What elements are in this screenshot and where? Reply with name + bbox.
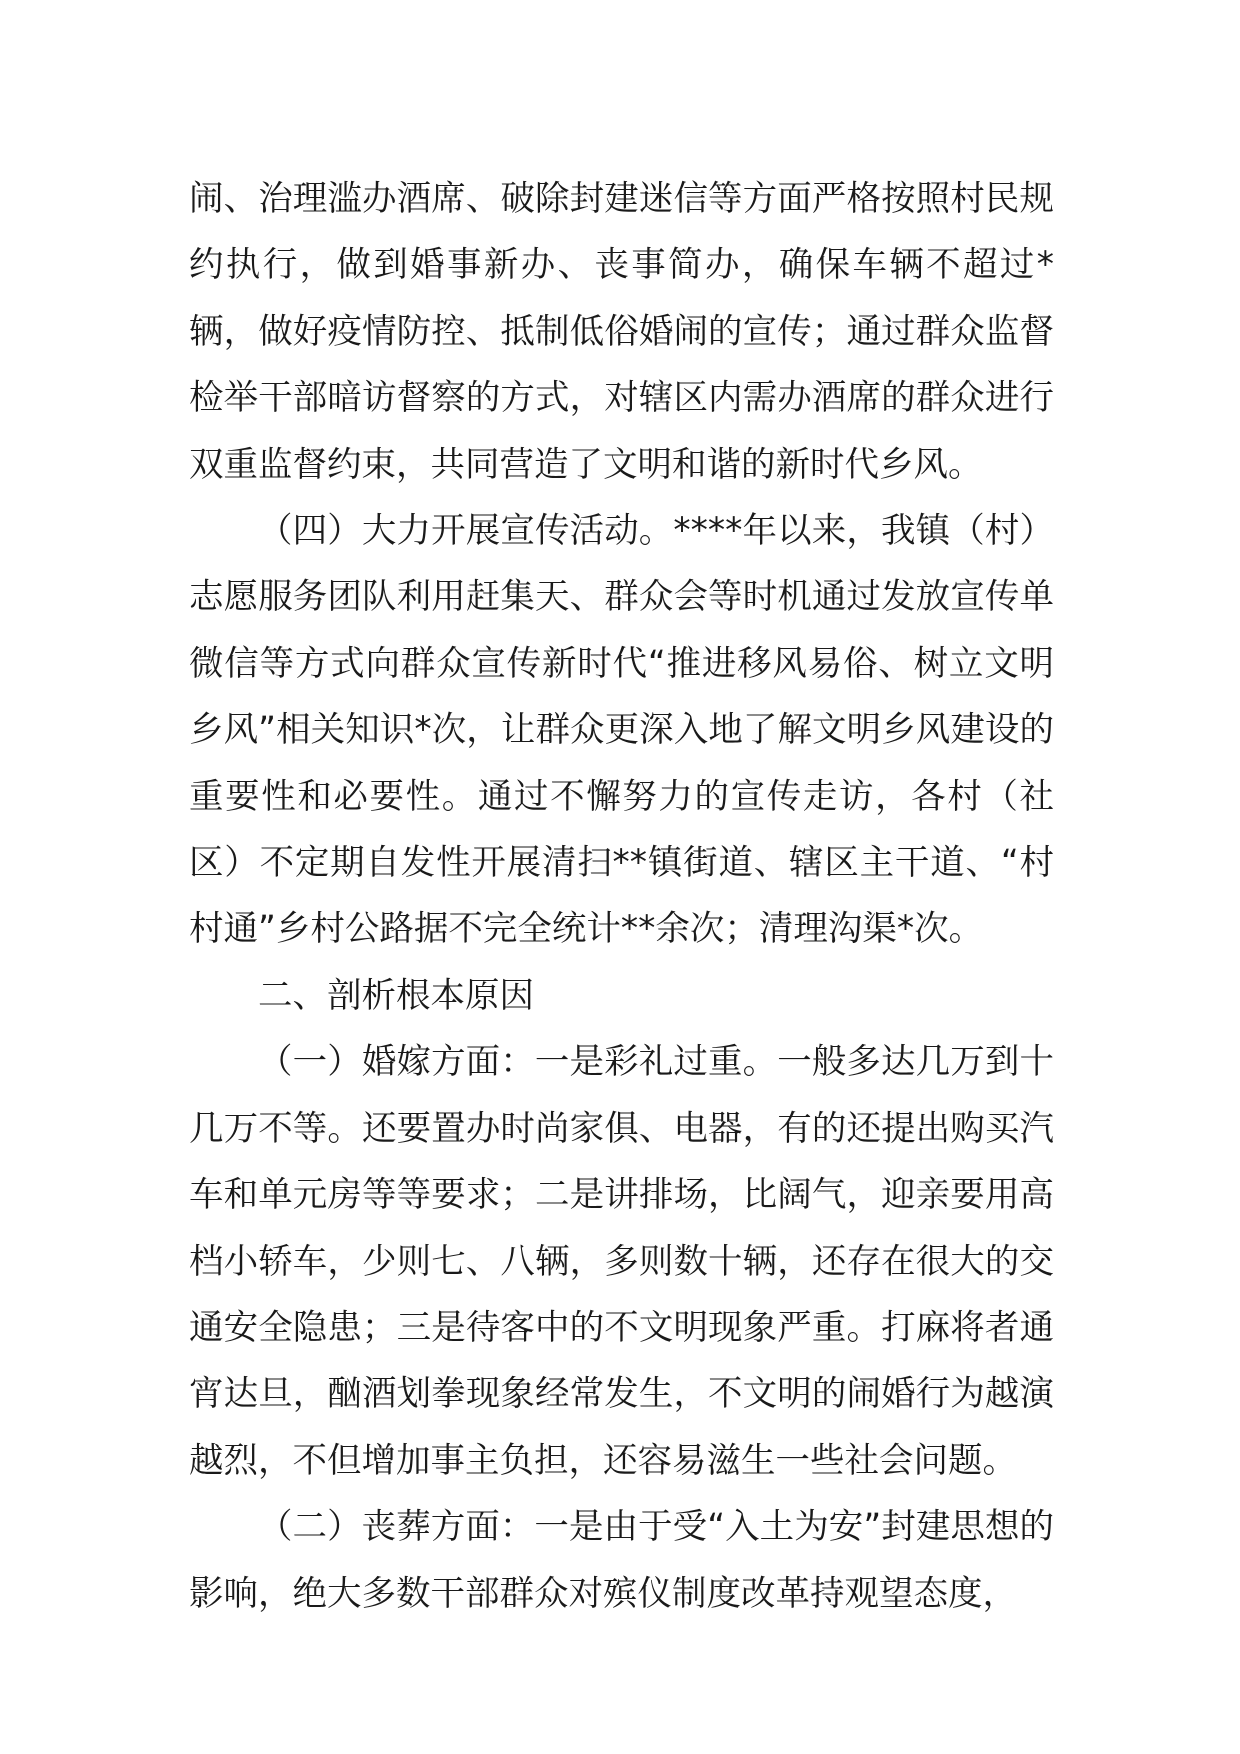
document-page	[189, 166, 1054, 1627]
paragraph-publicity-activities: （四）大力开展宣传活动。****年以来，我镇（村）志愿服务团队利用赶集天、群众会等时机通过发放宣传单微信等方式向群众宣传新时代“推进移风易俗、树立文明乡风”相关知识*次，让群众更深入地了解文明乡风建设的重要性和必要性。通过不懈努力的宣传走访，各村（社区）不定期自发性开展清扫**镇街道、辖区主干道、“村村通”乡村公路据不完全统计**余次；清理沟渠*次。	[189, 511, 1054, 950]
paragraph-continuation: 闹、治理滥办酒席、破除封建迷信等方面严格按照村民规约执行，做到婚事新办、丧事简办，确保车辆不超过*辆，做好疫情防控、抵制低俗婚闹的宣传；通过群众监督检举干部暗访督察的方式，对辖区内需办酒席的群众进行双重监督约束，共同营造了文明和谐的新时代乡风。	[189, 179, 1054, 485]
section-heading-root-causes: 二、剖析根本原因	[258, 975, 534, 1016]
paragraph-funeral-issues: （二）丧葬方面：一是由于受“入土为安”封建思想的影响，绝大多数干部群众对殡仪制度改革持观望态度，	[189, 1507, 1054, 1614]
paragraph-marriage-issues: （一）婚嫁方面：一是彩礼过重。一般多达几万到十几万不等。还要置办时尚家俱、电器，有的还提出购买汽车和单元房等等要求；二是讲排场，比阔气，迎亲要用高档小轿车，少则七、八辆，多则数十辆，还存在很大的交通安全隐患；三是待客中的不文明现象严重。打麻将者通宵达旦，酗酒划拳现象经常发生，不文明的闹婚行为越演越烈，不但增加事主负担，还容易滋生一些社会问题。	[189, 1042, 1054, 1481]
